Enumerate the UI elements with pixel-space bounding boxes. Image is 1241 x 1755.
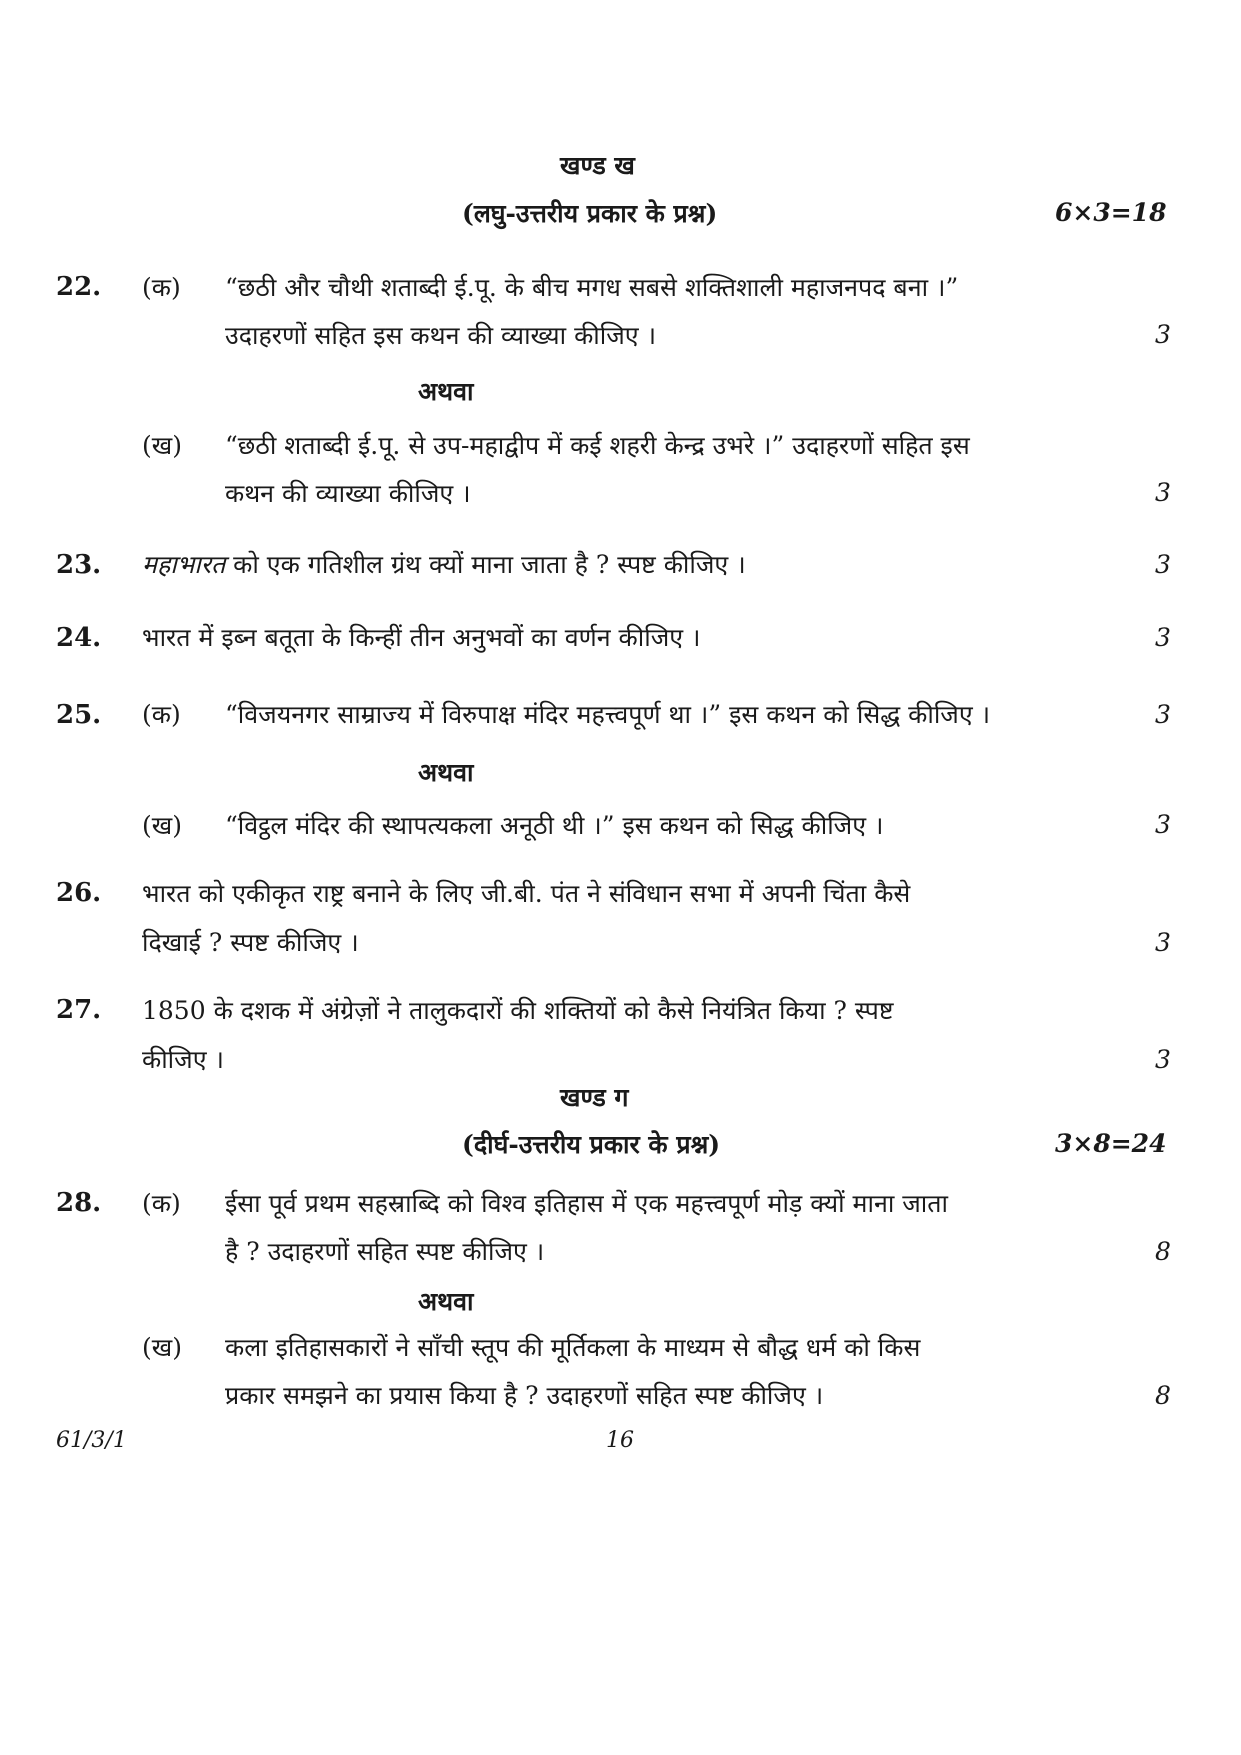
question-text: “छठी शताब्दी ई.पू. से उप-महाद्वीप में कई शहरी केन्द्र उभरे ।” उदाहरणों सहित इस — [225, 431, 970, 460]
option-label: (ख) — [142, 1333, 182, 1362]
marks: 3 — [1155, 1045, 1171, 1074]
marks: 8 — [1155, 1381, 1171, 1410]
question-number: 23. — [56, 550, 102, 580]
marks: 3 — [1155, 550, 1171, 579]
question-text: है ? उदाहरणों सहित स्पष्ट कीजिए । — [225, 1237, 545, 1266]
question-number: 27. — [56, 995, 102, 1025]
question-number: 24. — [56, 623, 102, 653]
option-label: (ख) — [142, 811, 182, 840]
or-separator: अथवा — [418, 377, 474, 406]
question-number: 22. — [56, 272, 102, 302]
question-text: ईसा पूर्व प्रथम सहस्राब्दि को विश्व इतिहास में एक महत्त्वपूर्ण मोड़ क्यों माना जाता — [225, 1189, 949, 1218]
or-separator: अथवा — [418, 1287, 474, 1316]
option-label: (क) — [142, 1189, 181, 1218]
question-text: कथन की व्याख्या कीजिए । — [225, 479, 471, 508]
marks: 8 — [1155, 1237, 1171, 1266]
marks: 3 — [1155, 928, 1171, 957]
marks: 3 — [1155, 700, 1171, 729]
section-b-subtitle: (लघु-उत्तरीय प्रकार के प्रश्न) — [462, 199, 718, 228]
question-text: उदाहरणों सहित इस कथन की व्याख्या कीजिए । — [225, 321, 657, 350]
section-c-subtitle: (दीर्घ-उत्तरीय प्रकार के प्रश्न) — [462, 1130, 721, 1159]
section-b-title: खण्ड ख — [560, 151, 635, 180]
or-separator: अथवा — [418, 758, 474, 787]
question-number: 26. — [56, 878, 102, 908]
question-text: भारत में इब्न बतूता के किन्हीं तीन अनुभवों का वर्णन कीजिए । — [142, 623, 701, 652]
question-number: 28. — [56, 1188, 102, 1218]
page-number: 16 — [606, 1428, 634, 1453]
question-text: दिखाई ? स्पष्ट कीजिए । — [142, 928, 359, 957]
question-text: प्रकार समझने का प्रयास किया है ? उदाहरणों सहित स्पष्ट कीजिए । — [225, 1381, 824, 1410]
question-text: महाभारत को एक गतिशील ग्रंथ क्यों माना जाता है ? स्पष्ट कीजिए । — [142, 550, 746, 579]
question-text: 1850 के दशक में अंग्रेज़ों ने तालुकदारों की शक्तियों को कैसे नियंत्रित किया ? स्पष्ट — [142, 996, 894, 1025]
question-number: 25. — [56, 700, 102, 730]
question-text: “विजयनगर साम्राज्य में विरुपाक्ष मंदिर महत्त्वपूर्ण था ।” इस कथन को सिद्ध कीजिए । — [225, 700, 991, 729]
section-b-marks: 6×3=18 — [1055, 198, 1167, 227]
paper-code: 61/3/1 — [56, 1428, 127, 1453]
question-text: कीजिए । — [142, 1045, 224, 1074]
section-c-marks: 3×8=24 — [1055, 1129, 1167, 1158]
marks: 3 — [1155, 320, 1171, 349]
question-text: भारत को एकीकृत राष्ट्र बनाने के लिए जी.बी. पंत ने संविधान सभा में अपनी चिंता कैसे — [142, 879, 911, 908]
book-title: महाभारत — [142, 550, 226, 579]
section-c-title: खण्ड ग — [560, 1083, 629, 1112]
option-label: (ख) — [142, 431, 182, 460]
question-text: “छठी और चौथी शताब्दी ई.पू. के बीच मगध सबसे शक्तिशाली महाजनपद बना ।” — [225, 273, 959, 302]
marks: 3 — [1155, 623, 1171, 652]
marks: 3 — [1155, 478, 1171, 507]
question-text: कला इतिहासकारों ने साँची स्तूप की मूर्तिकला के माध्यम से बौद्ध धर्म को किस — [225, 1333, 921, 1362]
option-label: (क) — [142, 273, 181, 302]
marks: 3 — [1155, 810, 1171, 839]
question-text: “विट्ठल मंदिर की स्थापत्यकला अनूठी थी ।” इस कथन को सिद्ध कीजिए । — [225, 811, 884, 840]
option-label: (क) — [142, 700, 181, 729]
